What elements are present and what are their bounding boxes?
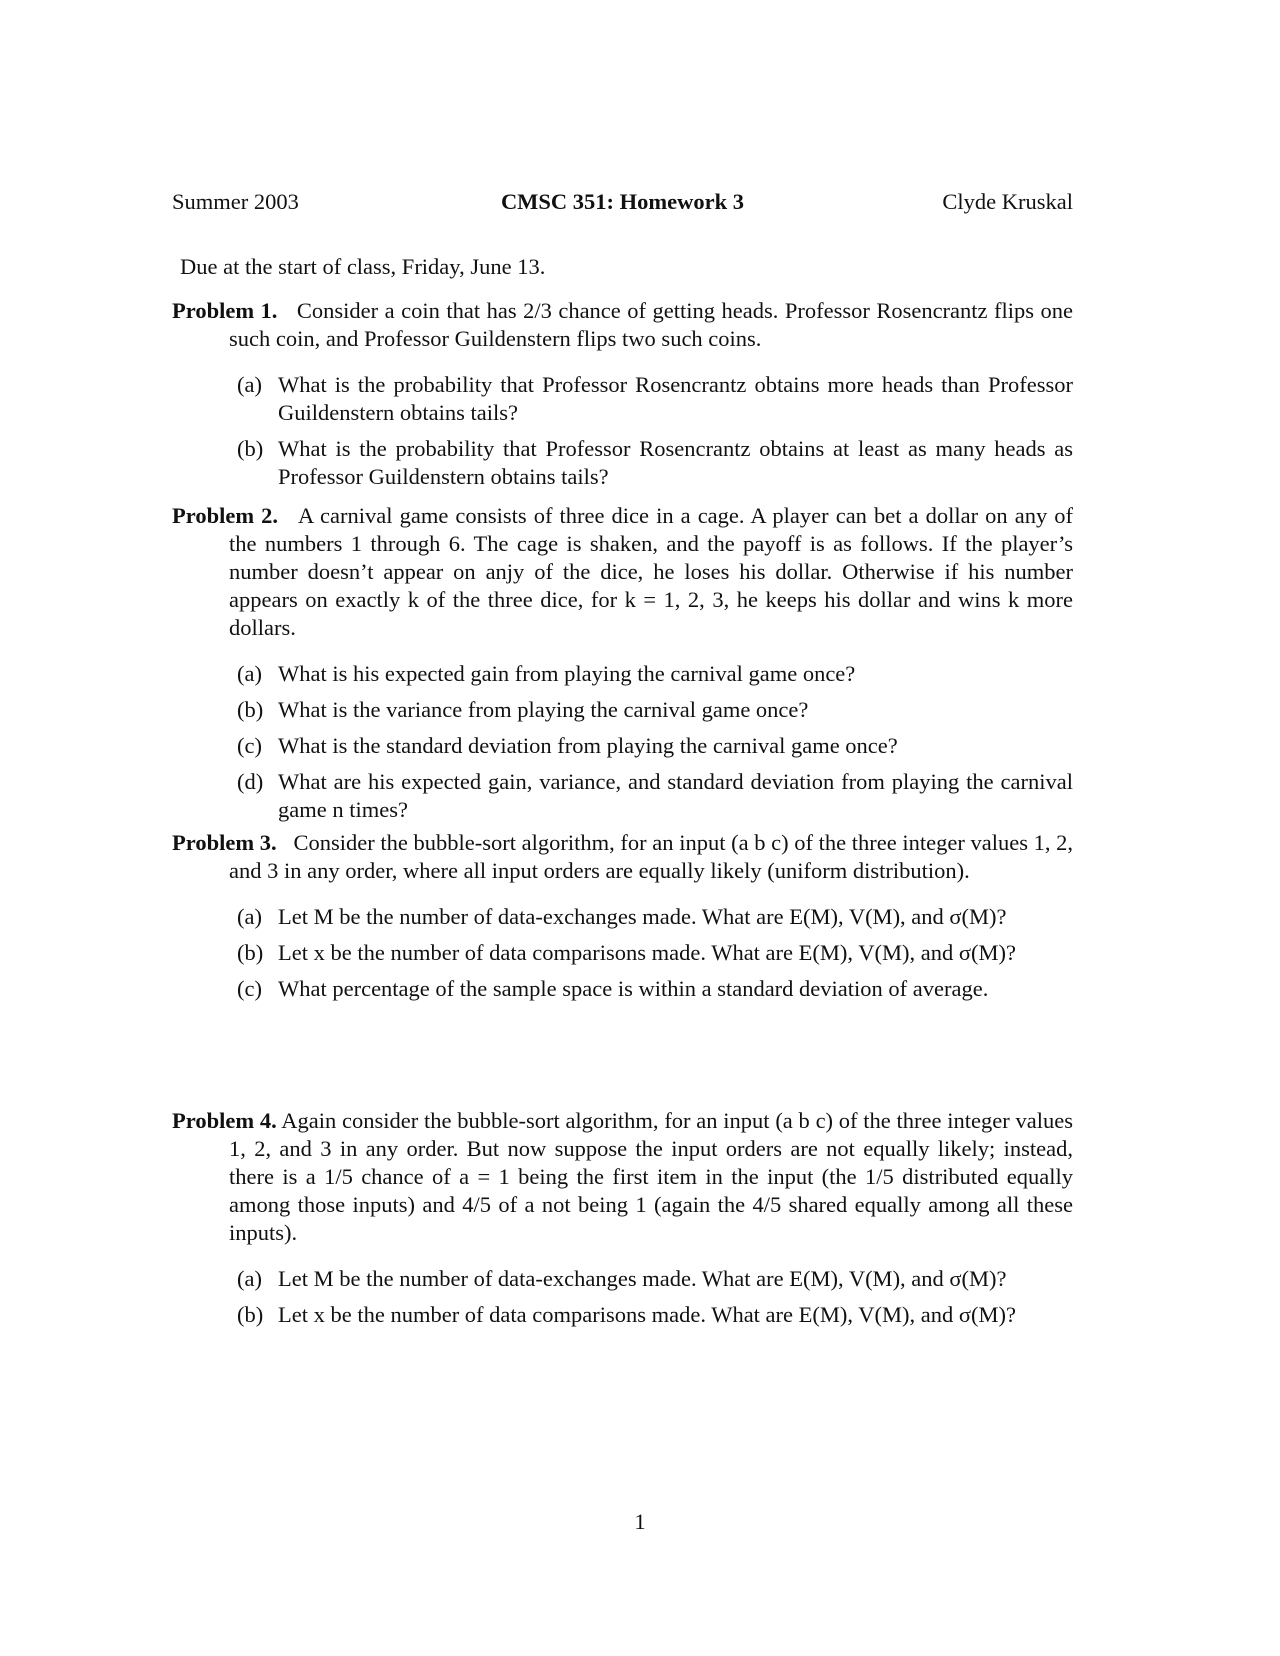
- problem-text: Consider the bubble-sort algorithm, for an input (a b c) of the three integer values 1, 2, and 3 in any order, where all input orders are equally likely (uniform distribution).: [229, 830, 1073, 883]
- page-number: 1: [634, 1509, 646, 1534]
- problem-1: [172, 297, 1073, 499]
- part-text: What are his expected gain, variance, and standard deviation from playing the carnival game n times?: [278, 769, 1073, 822]
- problem-parts: [172, 1265, 1073, 1329]
- problem-parts: [172, 660, 1073, 824]
- problem-text: A carnival game consists of three dice in a cage. A player can bet a dollar on any of the numbers 1 through 6. The cage is shaken, and the payoff is as follows. If the player’s number doesn’t appear on anjy of the dice, he loses his dollar. Otherwise if his number appears on exactly k of the three dice, for k = 1, 2, 3, he keeps his dollar and wins k more dollars.: [229, 503, 1074, 640]
- part-text: Let M be the number of data-exchanges made. What are E(M), V(M), and σ(M)?: [278, 1266, 1007, 1291]
- part-label: (b): [237, 940, 264, 965]
- part-b: [172, 435, 1073, 491]
- problem-4: [172, 1107, 1073, 1337]
- term-label: Summer 2003: [172, 189, 299, 214]
- part-b: [172, 1301, 1073, 1329]
- part-label: (c): [237, 733, 262, 758]
- part-label: (d): [237, 769, 264, 794]
- part-a: [172, 660, 1073, 688]
- part-text: What percentage of the sample space is within a standard deviation of average.: [278, 976, 989, 1001]
- problem-label: Problem 2.: [172, 503, 279, 528]
- problem-text: Consider a coin that has 2/3 chance of getting heads. Professor Rosencrantz flips one such coin, and Professor Guildenstern flips two such coins.: [229, 298, 1073, 351]
- part-label: (b): [237, 697, 264, 722]
- part-text: Let x be the number of data comparisons made. What are E(M), V(M), and σ(M)?: [278, 1302, 1016, 1327]
- part-b: [172, 939, 1073, 967]
- part-c: [172, 975, 1073, 1003]
- part-text: What is the probability that Professor Rosencrantz obtains more heads than Professor Guildenstern obtains tails?: [278, 372, 1073, 425]
- problem-2: [172, 502, 1073, 832]
- part-d: [172, 768, 1073, 824]
- part-text: What is the variance from playing the carnival game once?: [278, 697, 809, 722]
- part-b: [172, 696, 1073, 724]
- problem-statement: [172, 829, 1073, 885]
- problem-parts: [172, 903, 1073, 1003]
- problem-label: Problem 3.: [172, 830, 277, 855]
- problem-3: [172, 829, 1073, 1011]
- part-text: Let x be the number of data comparisons made. What are E(M), V(M), and σ(M)?: [278, 940, 1016, 965]
- part-text: Let M be the number of data-exchanges made. What are E(M), V(M), and σ(M)?: [278, 904, 1007, 929]
- part-label: (b): [237, 436, 264, 461]
- part-label: (a): [237, 661, 262, 686]
- document-title: CMSC 351: Homework 3: [500, 189, 745, 214]
- part-text: What is the probability that Professor Rosencrantz obtains at least as many heads as Professor Guildenstern obtains tails?: [278, 436, 1073, 489]
- part-a: [172, 903, 1073, 931]
- page-header: [172, 188, 1073, 218]
- part-text: What is the standard deviation from playing the carnival game once?: [278, 733, 898, 758]
- part-c: [172, 732, 1073, 760]
- problem-statement: [172, 502, 1073, 642]
- part-a: [172, 371, 1073, 427]
- part-label: (b): [237, 1302, 264, 1327]
- part-label: (a): [237, 1266, 262, 1291]
- part-label: (a): [237, 372, 262, 397]
- due-date: Due at the start of class, Friday, June 13.: [180, 254, 546, 279]
- part-label: (c): [237, 976, 262, 1001]
- problem-parts: [172, 371, 1073, 491]
- problem-text: Again consider the bubble-sort algorithm, for an input (a b c) of the three integer values 1, 2, and 3 in any order. But now suppose the input orders are not equally likely; instead, there is a 1/5 chance of a = 1 being the first item in the input (the 1/5 distributed equally among those inputs) and 4/5 of a not being 1 (again the 4/5 shared equally among all these inputs).: [229, 1108, 1073, 1245]
- part-label: (a): [237, 904, 262, 929]
- part-text: What is his expected gain from playing the carnival game once?: [278, 661, 856, 686]
- problem-statement: [172, 1107, 1073, 1247]
- problem-label: Problem 4.: [172, 1108, 277, 1133]
- problem-statement: [172, 297, 1073, 353]
- problem-label: Problem 1.: [172, 298, 278, 323]
- part-a: [172, 1265, 1073, 1293]
- author-name: Clyde Kruskal: [942, 189, 1073, 214]
